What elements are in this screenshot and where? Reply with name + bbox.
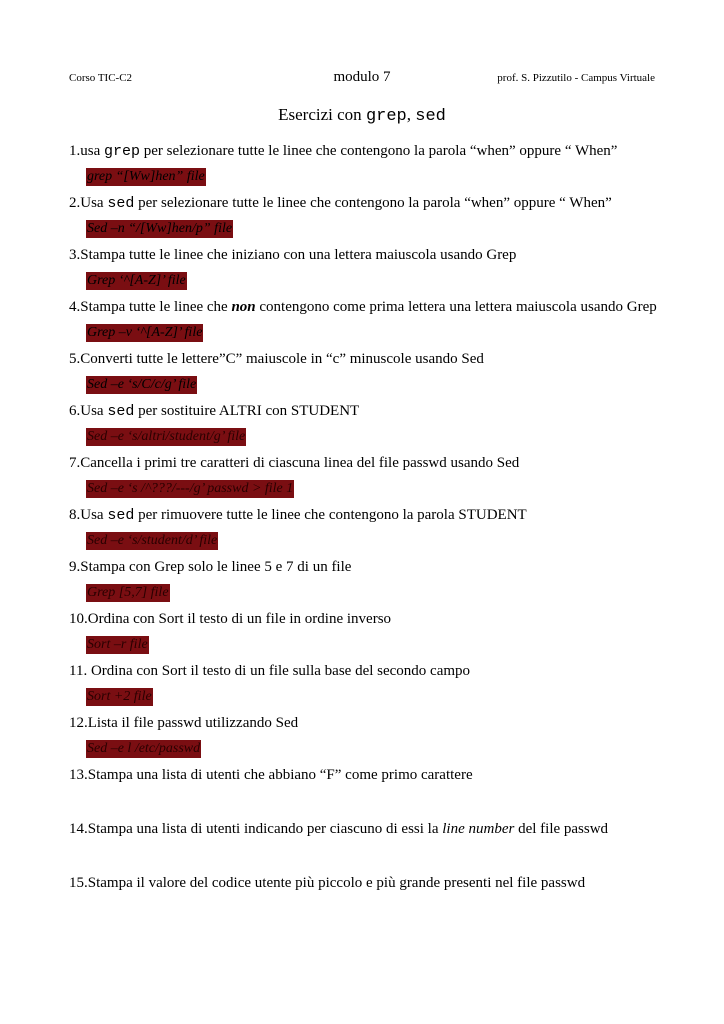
page-title [0, 105, 724, 126]
exercise-question: 6.Usa sed per sostituire ALTRI con STUDENT [69, 403, 360, 420]
exercise-list [69, 142, 669, 892]
title-prefix: Esercizi con [278, 105, 366, 124]
exercise-answer: Sed –n “/[Ww]hen/p” file [87, 221, 233, 236]
exercise-answer: Grep [5,7] file [87, 585, 169, 600]
title-cmd-grep: grep [365, 107, 407, 126]
exercise-question: 15.Stampa il valore del codice utente più piccolo e più grande presenti nel file passwd [69, 875, 586, 891]
exercise-question: 12.Lista il file passwd utilizzando Sed [69, 715, 299, 731]
exercise-answer: Sort +2 file [87, 689, 152, 704]
exercise-answer: Sed –e ‘s/student/d’ file [87, 533, 218, 548]
exercise-question: 4.Stampa tutte le linee che non contengono come prima lettera una lettera maiuscola usando Grep [69, 299, 657, 315]
exercise-question: 10.Ordina con Sort il testo di un file in ordine inverso [69, 611, 392, 627]
module-label: modulo 7 [333, 69, 391, 85]
exercise-answer: Sed –e ‘s /^???/---/g’ passwd > file 1 [87, 481, 294, 496]
exercise-question: 13.Stampa una lista di utenti che abbiano “F” come primo carattere [69, 767, 473, 783]
course-label: Corso TIC-C2 [69, 72, 133, 84]
exercise-answer: Sed –e l /etc/passwd [87, 741, 201, 756]
exercise-answer: Sort –r file [87, 637, 148, 652]
exercise-question: 7.Cancella i primi tre caratteri di ciascuna linea del file passwd usando Sed [69, 455, 520, 471]
exercise-answer: Sed –e ‘s/altri/student/g’ file [87, 429, 246, 444]
exercise-question: 11. Ordina con Sort il testo di un file sulla base del secondo campo [69, 663, 471, 679]
exercise-question: 14.Stampa una lista di utenti indicando per ciascuno di essi la line number del file passwd [69, 821, 609, 837]
exercise-question: 3.Stampa tutte le linee che iniziano con una lettera maiuscola usando Grep [69, 247, 517, 263]
exercise-answer: Sed –e ‘s/C/c/g’ file [87, 377, 197, 392]
exercise-answer: Grep ‘^[A-Z]’ file [87, 273, 186, 288]
exercise-question: 9.Stampa con Grep solo le linee 5 e 7 di un file [69, 559, 352, 575]
exercise-answer: grep “[Ww]hen” file [87, 169, 205, 184]
exercise-question: 2.Usa sed per selezionare tutte le linee che contengono la parola “when” oppure “ When” [69, 195, 612, 212]
title-sep: , [406, 105, 416, 124]
title-cmd-sed: sed [415, 107, 446, 126]
author-label: prof. S. Pizzutilo - Campus Virtuale [497, 72, 655, 84]
exercise-question: 1.usa grep per selezionare tutte le linee che contengono la parola “when” oppure “ When” [69, 143, 618, 160]
exercise-question: 5.Converti tutte le lettere”C” maiuscole in “c” minuscole usando Sed [69, 351, 484, 367]
exercise-answer: Grep –v ‘^[A-Z]’ file [87, 325, 203, 340]
exercise-question: 8.Usa sed per rimuovere tutte le linee che contengono la parola STUDENT [69, 507, 527, 524]
